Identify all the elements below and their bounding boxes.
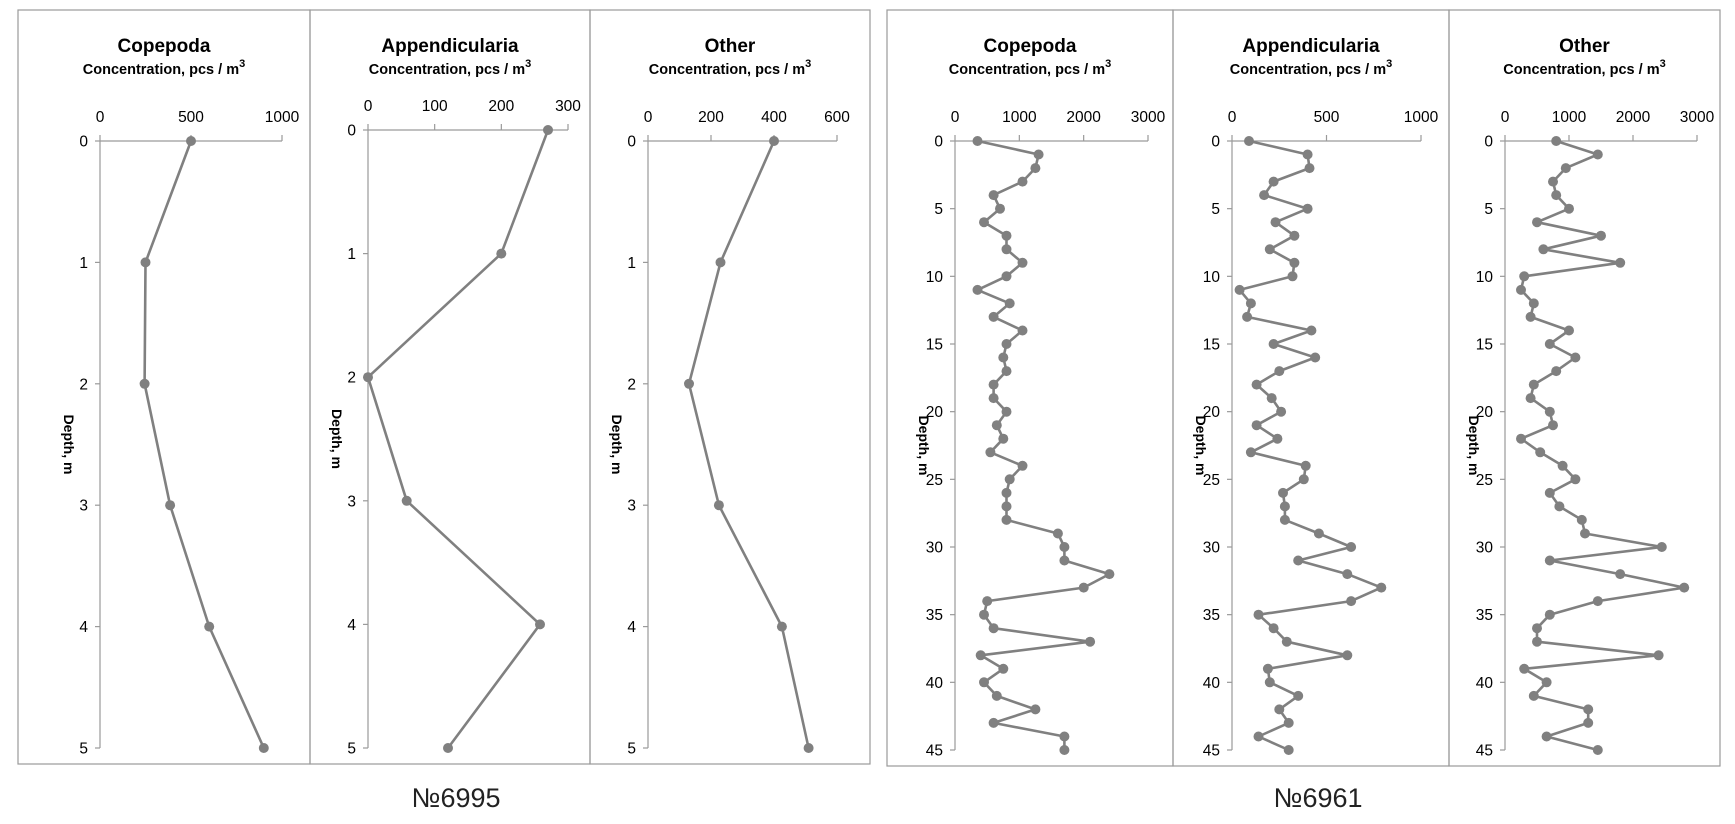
y-tick-label: 35 <box>1475 607 1493 625</box>
y-tick-label: 1 <box>79 254 88 272</box>
data-point <box>1280 515 1290 525</box>
data-point <box>989 718 999 728</box>
data-point <box>1002 515 1012 525</box>
data-point <box>1104 569 1114 579</box>
panel-title: Copepoda <box>983 36 1077 57</box>
data-point <box>140 379 150 389</box>
data-point <box>1288 271 1298 281</box>
data-point <box>1030 704 1040 714</box>
x-tick-label: 1000 <box>1403 109 1439 126</box>
concentration-label: Concentration, pcs / $m^3$ <box>368 58 532 78</box>
y-tick-label: 5 <box>627 740 636 758</box>
data-point <box>1596 231 1606 241</box>
data-point <box>998 353 1008 363</box>
data-point <box>1583 718 1593 728</box>
y-tick-label: 30 <box>1202 539 1220 557</box>
data-point <box>992 691 1002 701</box>
data-point <box>1570 353 1580 363</box>
data-point <box>1526 393 1536 403</box>
data-point <box>1310 353 1320 363</box>
data-point <box>1535 447 1545 457</box>
data-point <box>1580 529 1590 539</box>
data-point <box>141 257 151 267</box>
data-point <box>1274 704 1284 714</box>
data-point <box>1284 718 1294 728</box>
data-point <box>1532 217 1542 227</box>
data-point <box>1280 501 1290 511</box>
panel-title: Appendicularia <box>381 36 519 57</box>
panel-3 <box>887 10 1173 766</box>
x-tick-label: 1000 <box>1002 109 1037 126</box>
data-point <box>1278 488 1288 498</box>
data-point <box>1030 163 1040 173</box>
data-point <box>1303 150 1313 160</box>
data-point <box>982 596 992 606</box>
y-tick-label: 45 <box>1475 742 1493 760</box>
y-tick-label: 2 <box>79 376 88 394</box>
concentration-exponent: 3 <box>1659 58 1666 70</box>
x-tick-label: 0 <box>363 98 373 115</box>
data-point <box>1303 204 1313 214</box>
concentration-label: Concentration, pcs / $m^3$ <box>948 58 1112 78</box>
data-point <box>443 743 453 753</box>
data-point <box>1289 258 1299 268</box>
data-point <box>1263 664 1273 674</box>
y-tick-label: 15 <box>1475 336 1493 354</box>
data-point <box>1059 542 1069 552</box>
data-point <box>804 743 814 753</box>
data-point <box>1269 339 1279 349</box>
data-point <box>1284 745 1294 755</box>
data-point <box>989 190 999 200</box>
data-point <box>165 500 175 510</box>
data-point <box>1545 610 1555 620</box>
concentration-label: Concentration, pcs / $m^3$ <box>82 58 246 78</box>
data-point <box>1002 244 1012 254</box>
data-point <box>1018 258 1028 268</box>
panel-1 <box>310 10 590 764</box>
data-point <box>1259 190 1269 200</box>
data-point <box>1289 231 1299 241</box>
data-point <box>989 380 999 390</box>
data-point <box>1548 177 1558 187</box>
concentration-label: Concentration, pcs / $m^3$ <box>1503 58 1666 78</box>
data-point <box>1542 677 1552 687</box>
depth-axis-label: Depth, m <box>1466 415 1482 476</box>
data-point <box>496 249 506 259</box>
y-tick-label: 15 <box>925 336 943 354</box>
y-tick-label: 35 <box>1202 607 1220 625</box>
y-tick-label: 30 <box>925 539 943 557</box>
x-tick-label: 1000 <box>1551 109 1587 126</box>
data-point <box>1564 204 1574 214</box>
data-point <box>1018 326 1028 336</box>
depth-axis-label: Depth, m <box>609 414 625 475</box>
data-point <box>979 677 989 687</box>
x-tick-label: 600 <box>824 109 850 126</box>
y-tick-label: 5 <box>79 740 88 758</box>
data-point <box>1293 691 1303 701</box>
data-point <box>992 420 1002 430</box>
x-tick-label: 2000 <box>1066 109 1101 126</box>
y-tick-label: 5 <box>934 201 943 219</box>
series-line <box>145 141 264 748</box>
data-point <box>1593 596 1603 606</box>
y-tick-label: 4 <box>347 616 356 634</box>
y-tick-label: 10 <box>1475 268 1493 286</box>
data-point <box>1269 623 1279 633</box>
x-tick-label: 300 <box>555 98 581 115</box>
data-point <box>1301 461 1311 471</box>
data-point <box>989 623 999 633</box>
data-point <box>1305 163 1315 173</box>
data-point <box>985 447 995 457</box>
data-point <box>1005 298 1015 308</box>
data-point <box>1059 732 1069 742</box>
data-point <box>1615 258 1625 268</box>
data-point <box>402 496 412 506</box>
data-point <box>998 664 1008 674</box>
data-point <box>1079 583 1089 593</box>
data-point <box>1548 420 1558 430</box>
y-tick-label: 40 <box>1202 674 1220 692</box>
data-point <box>1545 339 1555 349</box>
y-tick-label: 30 <box>1475 539 1493 557</box>
data-point <box>777 622 787 632</box>
data-point <box>1053 529 1063 539</box>
data-point <box>1271 217 1281 227</box>
panel-title: Other <box>1559 36 1610 57</box>
data-point <box>1002 501 1012 511</box>
data-point <box>1002 366 1012 376</box>
data-point <box>1085 637 1095 647</box>
data-point <box>1577 515 1587 525</box>
concentration-exponent: 3 <box>1105 58 1112 70</box>
data-point <box>1545 556 1555 566</box>
data-point <box>1376 583 1386 593</box>
data-point <box>1314 529 1324 539</box>
panel-0 <box>18 10 310 764</box>
data-point <box>1306 326 1316 336</box>
x-tick-label: 500 <box>178 109 204 126</box>
series-line <box>689 141 809 748</box>
depth-axis-label: Depth, m <box>1193 415 1209 476</box>
data-point <box>1570 474 1580 484</box>
data-point <box>1002 407 1012 417</box>
data-point <box>1532 637 1542 647</box>
data-point <box>186 136 196 146</box>
data-point <box>1516 434 1526 444</box>
data-point <box>1679 583 1689 593</box>
data-point <box>1551 136 1561 146</box>
data-point <box>1059 556 1069 566</box>
data-point <box>1615 569 1625 579</box>
y-tick-label: 25 <box>925 471 943 489</box>
y-tick-label: 3 <box>79 497 88 515</box>
data-point <box>979 610 989 620</box>
panel-title: Copepoda <box>117 36 211 57</box>
x-tick-label: 0 <box>95 109 105 126</box>
data-point <box>1254 732 1264 742</box>
y-tick-label: 20 <box>925 404 943 422</box>
y-tick-label: 1 <box>627 254 636 272</box>
y-tick-label: 5 <box>347 740 356 758</box>
data-point <box>1654 650 1664 660</box>
data-point <box>1542 732 1552 742</box>
x-tick-label: 3000 <box>1679 109 1715 126</box>
data-point <box>1252 420 1262 430</box>
charts-root <box>18 10 1720 766</box>
data-point <box>1002 231 1012 241</box>
data-point <box>1554 501 1564 511</box>
y-tick-label: 0 <box>1211 133 1220 151</box>
y-tick-label: 25 <box>1202 471 1220 489</box>
data-point <box>1002 488 1012 498</box>
y-tick-label: 15 <box>1202 336 1220 354</box>
concentration-exponent: 3 <box>1386 58 1393 70</box>
data-point <box>543 125 553 135</box>
data-point <box>1529 380 1539 390</box>
data-point <box>1276 407 1286 417</box>
data-point <box>1274 366 1284 376</box>
y-tick-label: 35 <box>925 607 943 625</box>
x-tick-label: 400 <box>761 109 787 126</box>
data-point <box>1545 488 1555 498</box>
data-point <box>1346 542 1356 552</box>
y-tick-label: 10 <box>925 268 943 286</box>
y-tick-label: 40 <box>1475 674 1493 692</box>
y-tick-label: 3 <box>347 493 356 511</box>
data-point <box>1519 664 1529 674</box>
station-label-6995: №6995 <box>411 783 501 813</box>
data-point <box>1342 569 1352 579</box>
panel-5 <box>1449 10 1720 766</box>
data-point <box>1593 150 1603 160</box>
data-point <box>1002 271 1012 281</box>
data-point <box>259 743 269 753</box>
y-tick-label: 4 <box>79 619 88 637</box>
data-point <box>973 136 983 146</box>
data-point <box>535 619 545 629</box>
panel-title: Other <box>704 36 756 57</box>
concentration-exponent: 3 <box>805 58 812 70</box>
data-point <box>1272 434 1282 444</box>
panel-4 <box>1173 10 1449 766</box>
x-tick-label: 0 <box>950 109 960 126</box>
data-point <box>1005 474 1015 484</box>
panel-2 <box>590 10 870 764</box>
station-label-6961: №6961 <box>1273 783 1363 813</box>
y-tick-label: 40 <box>925 674 943 692</box>
data-point <box>1551 190 1561 200</box>
depth-axis-label: Depth, m <box>61 414 77 475</box>
y-tick-label: 5 <box>1211 201 1220 219</box>
data-point <box>1265 244 1275 254</box>
y-tick-label: 45 <box>1202 742 1220 760</box>
data-point <box>1252 380 1262 390</box>
data-point <box>1018 177 1028 187</box>
data-point <box>973 285 983 295</box>
data-point <box>1299 474 1309 484</box>
data-point <box>989 312 999 322</box>
data-point <box>1235 285 1245 295</box>
data-point <box>1293 556 1303 566</box>
data-point <box>1242 312 1252 322</box>
data-point <box>1282 637 1292 647</box>
panel-title: Appendicularia <box>1242 36 1380 57</box>
data-point <box>1342 650 1352 660</box>
x-tick-label: 100 <box>421 98 448 115</box>
y-tick-label: 0 <box>79 133 88 151</box>
data-point <box>1269 177 1279 187</box>
y-tick-label: 5 <box>1484 201 1493 219</box>
data-point <box>1516 285 1526 295</box>
data-point <box>998 434 1008 444</box>
series-line <box>368 130 548 748</box>
data-point <box>1059 745 1069 755</box>
data-point <box>1545 407 1555 417</box>
data-point <box>1002 339 1012 349</box>
data-point <box>204 622 214 632</box>
y-tick-label: 0 <box>1484 133 1493 151</box>
y-tick-label: 3 <box>627 497 636 515</box>
y-tick-label: 0 <box>934 133 943 151</box>
data-point <box>1564 326 1574 336</box>
x-tick-label: 0 <box>1227 109 1237 126</box>
y-tick-label: 2 <box>627 376 636 394</box>
y-tick-label: 1 <box>347 246 356 264</box>
data-point <box>1346 596 1356 606</box>
concentration-exponent: 3 <box>239 58 246 70</box>
data-point <box>1254 610 1264 620</box>
data-point <box>995 204 1005 214</box>
data-point <box>1018 461 1028 471</box>
y-tick-label: 4 <box>627 619 636 637</box>
data-point <box>1244 136 1254 146</box>
series-line <box>1240 141 1382 750</box>
data-point <box>1267 393 1277 403</box>
data-point <box>1529 691 1539 701</box>
x-tick-label: 500 <box>1313 109 1340 126</box>
data-point <box>1265 677 1275 687</box>
data-point <box>1034 150 1044 160</box>
x-tick-label: 1000 <box>264 109 300 126</box>
data-point <box>684 379 694 389</box>
data-point <box>769 136 779 146</box>
data-point <box>1246 447 1256 457</box>
data-point <box>979 217 989 227</box>
y-tick-label: 0 <box>627 133 636 151</box>
x-tick-label: 2000 <box>1615 109 1651 126</box>
data-point <box>716 257 726 267</box>
data-point <box>1526 312 1536 322</box>
concentration-label: Concentration, pcs / $m^3$ <box>1229 58 1393 78</box>
y-tick-label: 2 <box>347 369 356 387</box>
data-point <box>1657 542 1667 552</box>
data-point <box>976 650 986 660</box>
data-point <box>714 500 724 510</box>
concentration-exponent: 3 <box>525 58 532 70</box>
x-tick-label: 200 <box>698 109 724 126</box>
y-tick-label: 25 <box>1475 471 1493 489</box>
data-point <box>1583 704 1593 714</box>
depth-axis-label: Depth, m <box>916 415 932 476</box>
concentration-label: Concentration, pcs / $m^3$ <box>648 58 812 78</box>
series-line <box>978 141 1110 750</box>
x-tick-label: 0 <box>1500 109 1510 126</box>
y-tick-label: 20 <box>1202 404 1220 422</box>
x-tick-label: 0 <box>643 109 653 126</box>
data-point <box>363 372 373 382</box>
y-tick-label: 20 <box>1475 404 1493 422</box>
x-tick-label: 3000 <box>1130 109 1166 126</box>
y-tick-label: 0 <box>347 122 356 140</box>
data-point <box>1551 366 1561 376</box>
data-point <box>1532 623 1542 633</box>
x-tick-label: 200 <box>488 98 515 115</box>
data-point <box>1561 163 1571 173</box>
data-point <box>1558 461 1568 471</box>
data-point <box>1538 244 1548 254</box>
data-point <box>1519 271 1529 281</box>
y-tick-label: 45 <box>925 742 943 760</box>
data-point <box>989 393 999 403</box>
data-point <box>1529 298 1539 308</box>
y-tick-label: 10 <box>1202 268 1220 286</box>
data-point <box>1246 298 1256 308</box>
depth-axis-label: Depth, m <box>329 409 345 469</box>
data-point <box>1593 745 1603 755</box>
